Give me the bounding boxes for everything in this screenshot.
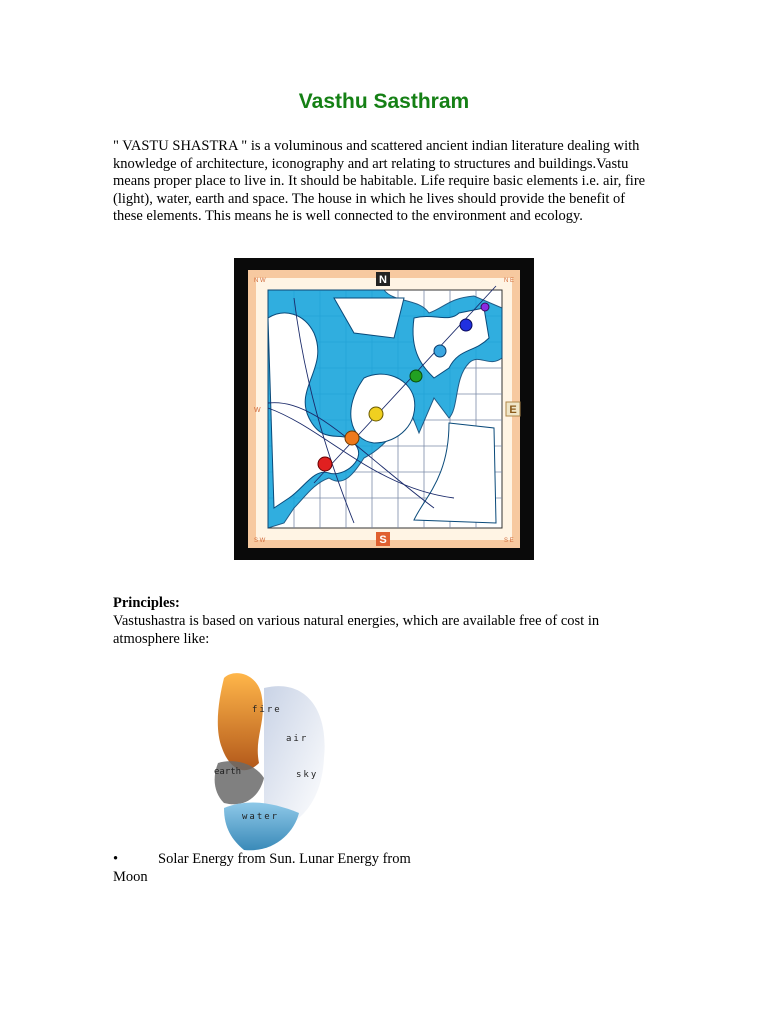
east-label: E — [509, 404, 517, 416]
bullet-item-continuation: Moon — [113, 869, 148, 885]
sky-label: sky — [296, 770, 319, 780]
sw-label: S W — [254, 538, 266, 544]
south-label: S — [379, 534, 387, 546]
five-elements-image — [204, 668, 344, 853]
north-label: N — [379, 274, 387, 286]
bullet-item-text: Solar Energy from Sun. Lunar Energy from — [158, 851, 411, 867]
principles-text: Vastushastra is based on various natural energies, which are available free of cost in atmosphere like: — [113, 613, 600, 647]
earth-label: earth — [214, 767, 242, 777]
vastu-purusha-diagram — [234, 258, 534, 560]
fire-label: fire — [252, 705, 282, 715]
se-label: S E — [504, 538, 514, 544]
page-title: Vasthu Sasthram — [298, 90, 470, 113]
bullet-marker: • — [113, 851, 119, 867]
nw-label: N W — [254, 278, 266, 284]
west-label: W — [254, 407, 261, 414]
intro-paragraph: " VASTU SHASTRA " is a voluminous and scattered ancient indian literature dealing with knowledge of architecture, iconography and art relating to structures and buildings.Vastu means proper place to live in. It should be habitable. Life require basic elements i.e. air, fire (light), water, earth and space. The house in which he lives should provide the benefit of these elements. This means he is well connected to the environment and ecology. — [113, 138, 646, 224]
ne-label: N E — [504, 278, 515, 284]
principles-heading: Principles: — [113, 595, 180, 611]
air-label: air — [286, 734, 309, 744]
water-label: water — [242, 812, 280, 822]
